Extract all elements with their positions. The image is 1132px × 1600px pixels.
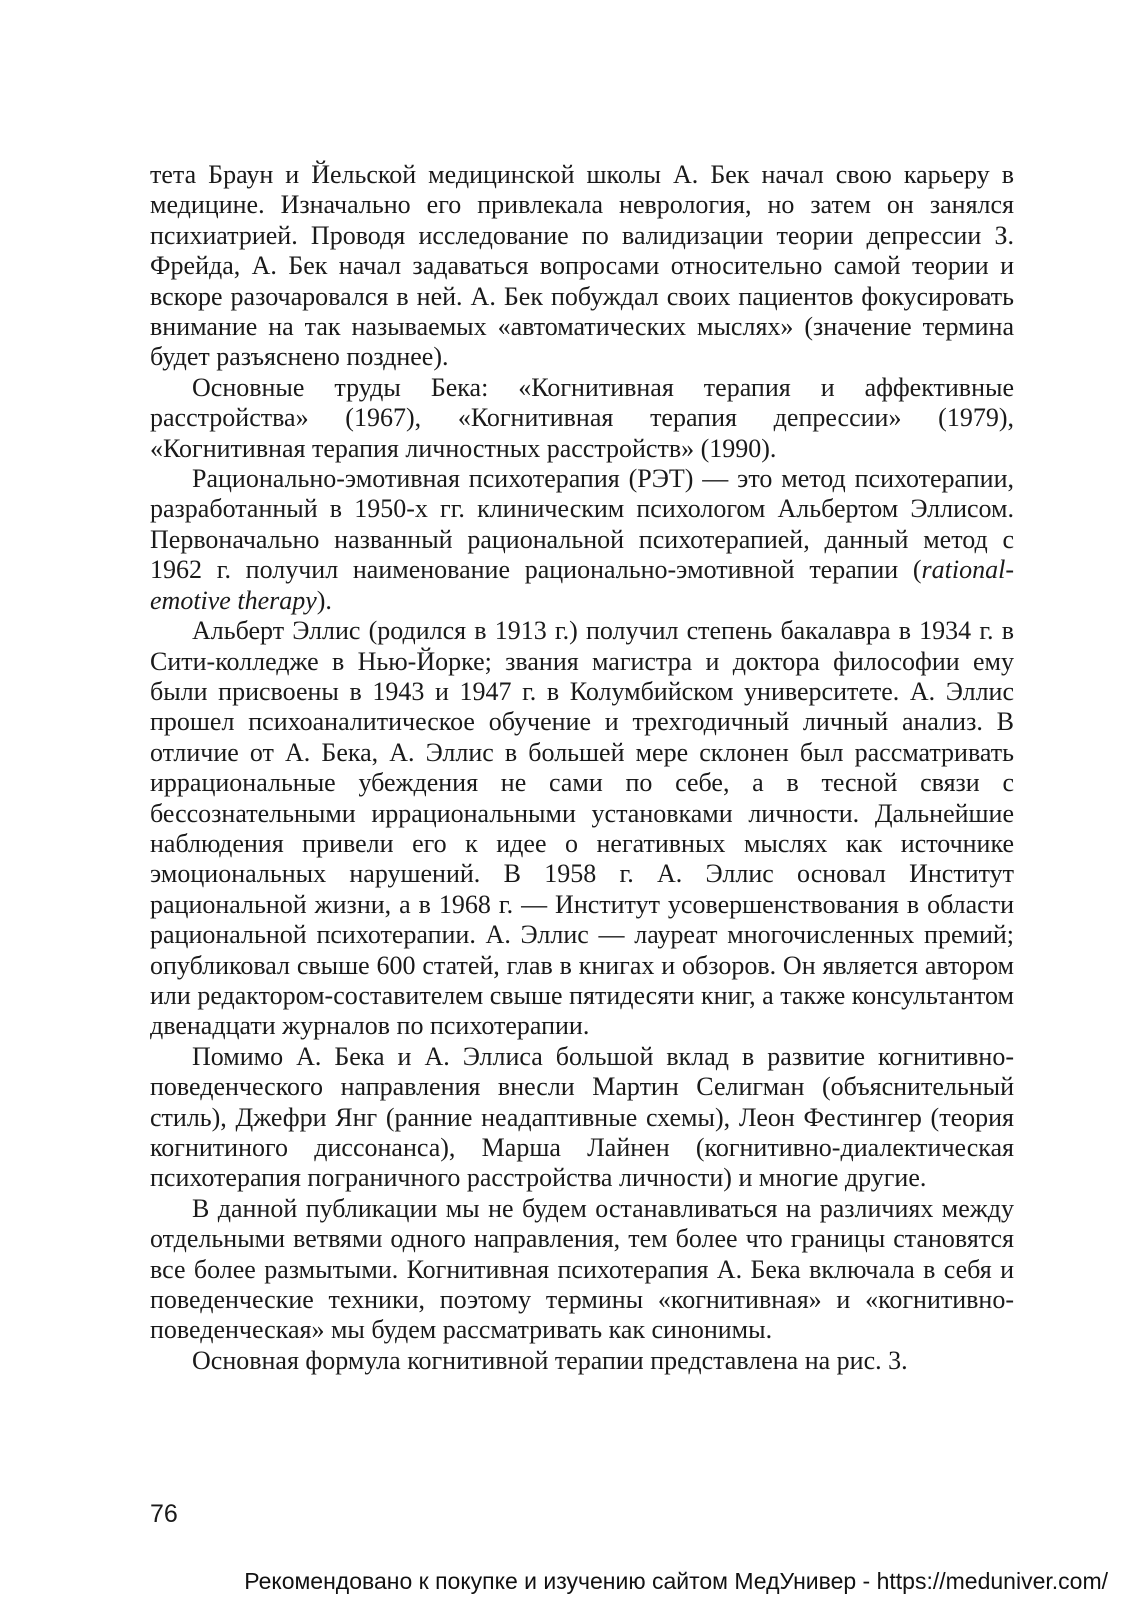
text-run: Основные труды Бека: «Когнитивная терапия и аффективные расстройства» (1967), «Когнитивная терапия депрессии» (1979), «Когнитивная терапия личностных расстройств» (1990). (150, 372, 1014, 463)
text-run: ). (316, 585, 332, 615)
text-run: Помимо А. Бека и А. Эллиса большой вклад в развитие когнитивно-поведенческого направления внесли Мартин Селигман (объяснительный стиль), Джефри Янг (ранние неадаптивные схемы), Леон Фестингер (теория когнитиного диссонанса), Марша Лайнен (когнитивно-диалектическая психотерапия пограничного расстройства личности) и многие другие. (150, 1041, 1014, 1193)
paragraph (150, 464, 1014, 616)
footer-recommendation: Рекомендовано к покупке и изучению сайтом МедУнивер - https://meduniver.com/ (244, 1568, 1108, 1594)
paragraph (150, 160, 1014, 373)
text-run: Рационально-эмотивная психотерапия (РЭТ) — это метод психотерапии, разработанный в 1950-х гг. клиническим психологом Альбертом Эллисом. Первоначально названный рациональной психотерапией, данный метод с 1962 г. получил наименование рационально-эмотивной терапии ( (150, 464, 1014, 585)
italic-text: rational-emotive therapy (150, 555, 1014, 615)
text-run: В данной публикации мы не будем останавливаться на различиях между отдельными ветвями одного направления, тем более что границы становятся все более размытыми. Когнитивная психотерапия А. Бека включала в себя и поведенческие техники, поэтому термины «когнитивная» и «когнитивно-поведенческая» мы будем рассматривать как синонимы. (150, 1193, 1014, 1345)
text-run: тета Браун и Йельской медицинской школы А. Бек начал свою карьеру в медицине. Изначально его привлекала неврология, но затем он занялся психиатрией. Проводя исследование по валидизации теории депрессии З. Фрейда, А. Бек начал задаваться вопросами относительно самой теории и вскоре разочаровался в ней. А. Бек побуждал своих пациентов фокусировать внимание на так называемых «автоматических мыслях» (значение термина будет разъяснено позднее). (150, 160, 1014, 372)
paragraph (150, 1194, 1014, 1346)
paragraph (150, 373, 1014, 464)
paragraph (150, 616, 1014, 1042)
text-run: Основная формула когнитивной терапии представлена на рис. 3. (192, 1345, 908, 1375)
paragraph (150, 1346, 1014, 1376)
paragraph (150, 1042, 1014, 1194)
text-run: Альберт Эллис (родился в 1913 г.) получил степень бакалавра в 1934 г. в Сити-колледже в Нью-Йорке; звания магистра и доктора философии ему были присвоены в 1943 и 1947 г. в Колумбийском университете. А. Эллис прошел психоаналитическое обучение и трехгодичный личный анализ. В отличие от А. Бека, А. Эллис в большей мере склонен был рассматривать иррациональные убеждения не сами по себе, а в тесной связи с бессознательными иррациональными установками личности. Дальнейшие наблюдения привели его к идее о негативных мыслях как источнике эмоциональных нарушений. В 1958 г. А. Эллис основал Институт рациональной жизни, а в 1968 г. — Институт усовершенствования в области рациональной психотерапии. А. Эллис — лауреат многочисленных премий; опубликовал свыше 600 статей, глав в книгах и обзоров. Он является автором или редактором-составителем свыше пятидесяти книг, а также консультантом двенадцати журналов по психотерапии. (150, 616, 1014, 1041)
body-text (150, 160, 1014, 1376)
page-number: 76 (150, 1500, 178, 1528)
